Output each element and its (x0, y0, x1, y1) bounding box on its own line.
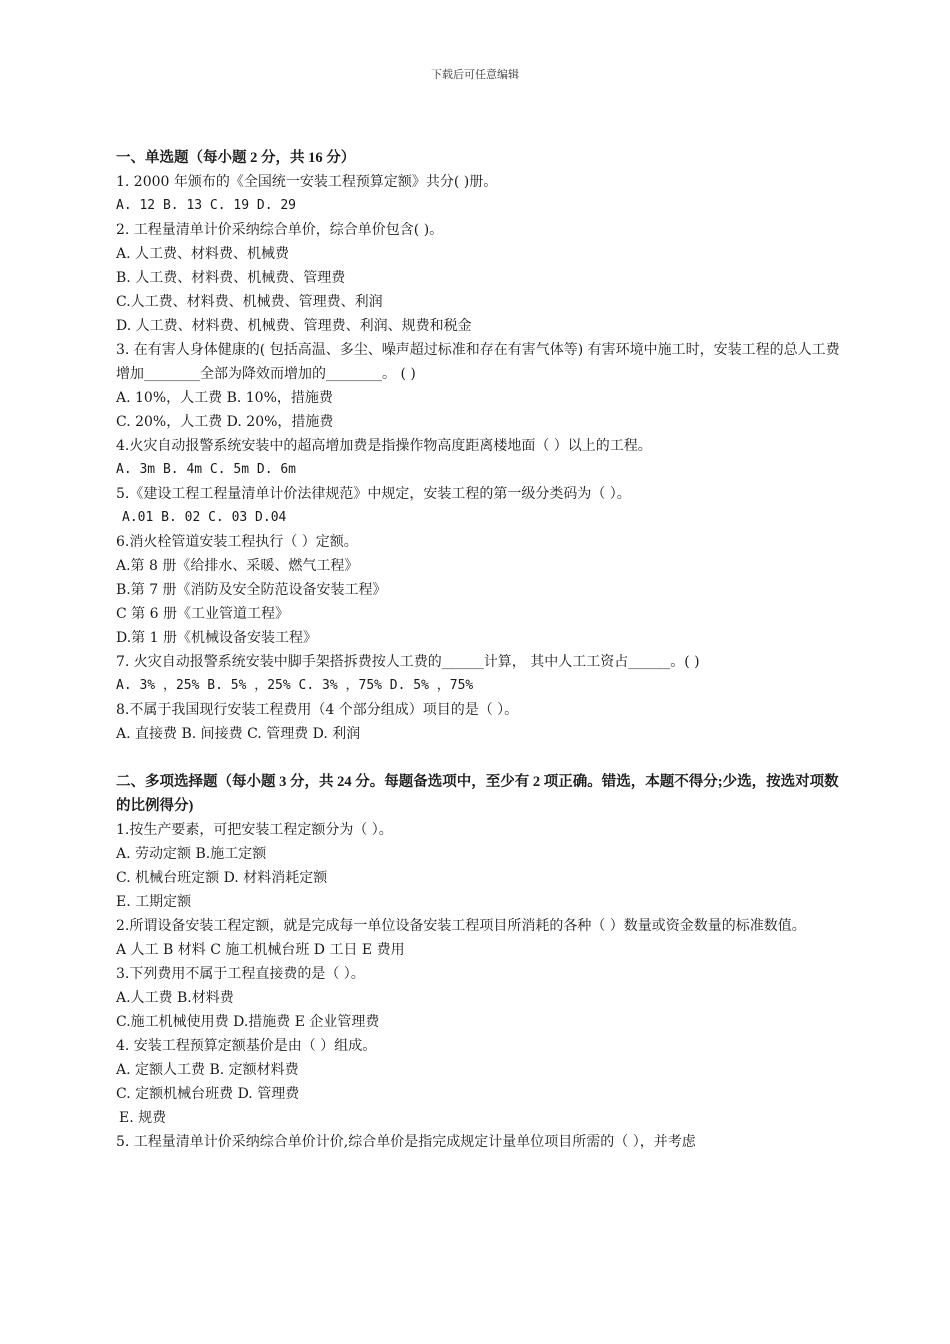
question-2: 2. 工程量清单计价采纳综合单价，综合单价包含( )。 (116, 222, 444, 238)
mc-question-4-option-e: E. 规费 (119, 1110, 167, 1126)
question-6: 6.消火栓管道安装工程执行（ ）定额。 (116, 534, 358, 550)
mc-question-2: 2.所谓设备安装工程定额，就是完成每一单位设备安装工程项目所消耗的各种（ ）数量或资金数量的标准数值。 (116, 918, 806, 934)
question-3-options-ab: A. 10%，人工费 B. 10%，措施费 (116, 390, 333, 406)
mc-question-2-options: A 人工 B 材料 C 施工机械台班 D 工日 E 费用 (116, 942, 405, 958)
question-1: 1. 2000 年颁布的《全国统一安装工程预算定额》共分( )册。 (116, 174, 498, 190)
question-8: 8.不属于我国现行安装工程费用（4 个部分组成）项目的是（ ）。 (116, 702, 519, 718)
question-8-options: A. 直接费 B. 间接费 C. 管理费 D. 利润 (116, 726, 361, 742)
mc-question-3: 3.下列费用不属于工程直接费的是（ ）。 (116, 966, 365, 982)
question-7: 7. 火灾自动报警系统安装中脚手架搭拆费按人工费的______计算， 其中人工工资占______。( ) (116, 654, 700, 670)
question-6-option-b: B.第 7 册《消防及安全防范设备安装工程》 (116, 582, 387, 598)
question-7-options: A. 3% ，25% B. 5% ，25% C. 3% ，75% D. 5% ，75% (116, 678, 474, 693)
question-2-option-d: D. 人工费、材料费、机械费、管理费、利润、规费和税金 (116, 318, 472, 334)
question-5: 5.《建设工程工程量清单计价法律规范》中规定，安装工程的第一级分类码为（ ）。 (116, 486, 631, 502)
question-4: 4.火灾自动报警系统安装中的超高增加费是指操作物高度距离楼地面（ ）以上的工程。 (116, 438, 652, 454)
question-1-options: A. 12 B. 13 C. 19 D. 29 (116, 198, 297, 213)
question-6-option-c: C 第 6 册《工业管道工程》 (116, 606, 289, 622)
mc-question-3-options-ab: A.人工费 B.材料费 (116, 990, 234, 1006)
question-6-option-a: A.第 8 册《给排水、采暖、燃气工程》 (116, 558, 359, 574)
mc-question-5: 5. 工程量清单计价采纳综合单价计价,综合单价是指完成规定计量单位项目所需的（ ），并考虑 (116, 1134, 696, 1150)
mc-question-1-option-e: E. 工期定额 (116, 894, 192, 910)
question-5-options: A.01 B. 02 C. 03 D.04 (122, 510, 287, 525)
question-3: 3. 在有害人身体健康的( 包括高温、多尘、噪声超过标准和存在有害气体等) 有害环境中施工时，安装工程的总人工费增加________全部为降效而增加的________。 ( ) (116, 342, 840, 382)
mc-question-1-options-ab: A. 劳动定额 B.施工定额 (116, 846, 267, 862)
document-page (116, 146, 844, 1154)
section2-title: 二、多项选择题（每小题 3 分，共 24 分。每题备选项中，至少有 2 项正确。错选，本题不得分;少选，按选对项数的比例得分) (116, 774, 839, 814)
mc-question-4-options-cd: C. 定额机械台班费 D. 管理费 (116, 1086, 300, 1102)
mc-question-4: 4. 安装工程预算定额基价是由（ ）组成。 (116, 1038, 377, 1054)
question-2-option-a: A. 人工费、材料费、机械费 (116, 246, 290, 262)
mc-question-4-options-ab: A. 定额人工费 B. 定额材料费 (116, 1062, 299, 1078)
question-6-option-d: D.第 1 册《机械设备安装工程》 (116, 630, 317, 646)
question-4-options: A. 3m B. 4m C. 5m D. 6m (116, 462, 297, 477)
mc-question-1: 1.按生产要素，可把安装工程定额分为（ ）。 (116, 822, 393, 838)
question-2-option-b: B. 人工费、材料费、机械费、管理费 (116, 270, 346, 286)
section-spacer (116, 746, 844, 770)
mc-question-1-options-cd: C. 机械台班定额 D. 材料消耗定额 (116, 870, 328, 886)
mc-question-3-options-cde: C.施工机械使用费 D.措施费 E 企业管理费 (116, 1014, 380, 1030)
question-2-option-c: C.人工费、材料费、机械费、管理费、利润 (116, 294, 383, 310)
header-note: 下载后可任意编辑 (431, 68, 519, 81)
section1-title: 一、单选题（每小题 2 分，共 16 分） (116, 150, 356, 166)
question-3-options-cd: C. 20%，人工费 D. 20%，措施费 (116, 414, 334, 430)
